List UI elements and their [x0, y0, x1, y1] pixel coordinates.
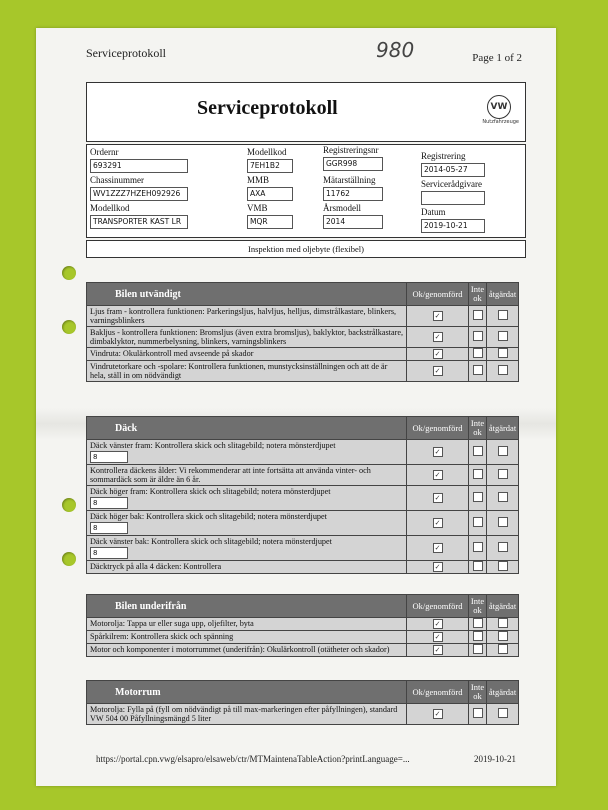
checklist-row [87, 465, 519, 486]
not-ok-checkbox[interactable] [473, 469, 483, 479]
fixed-checkbox[interactable] [498, 365, 508, 375]
col-atgardat-header: åtgärdat [487, 595, 519, 618]
section-title: Motorrum [87, 681, 407, 704]
mmb-value: AXA [247, 187, 293, 201]
checklist-item [87, 361, 407, 382]
arsmodell-label: Årsmodell [323, 203, 361, 213]
fixed-cell [487, 704, 519, 725]
checklist-row [87, 644, 519, 657]
not-ok-checkbox[interactable] [473, 331, 483, 341]
ok-cell [407, 644, 469, 657]
ok-checkbox[interactable]: ✓ [433, 619, 443, 629]
col-ok-header: Ok/genomförd [407, 283, 469, 306]
fixed-cell [487, 440, 519, 465]
checklist-item [87, 348, 407, 361]
checklist-item [87, 440, 407, 465]
tread-depth-field[interactable]: 8 [90, 451, 128, 463]
not-ok-checkbox[interactable] [473, 542, 483, 552]
ok-checkbox[interactable]: ✓ [433, 518, 443, 528]
ordernr-value: 693291 [90, 159, 188, 173]
tread-depth-field[interactable]: 8 [90, 497, 128, 509]
checklist-row [87, 486, 519, 511]
not-ok-cell [469, 361, 487, 382]
not-ok-checkbox[interactable] [473, 708, 483, 718]
col-inte-label: Inte [470, 418, 485, 428]
ok-checkbox[interactable]: ✓ [433, 632, 443, 642]
col-atgardat-header: åtgärdat [487, 283, 519, 306]
not-ok-cell [469, 644, 487, 657]
checklist-item-text: Däck höger fram: Kontrollera skick och slitagebild; notera mönsterdjupet [90, 487, 331, 496]
not-ok-checkbox[interactable] [473, 365, 483, 375]
not-ok-cell [469, 511, 487, 536]
ok-cell [407, 561, 469, 574]
doc-top-title: Serviceprotokoll [86, 46, 166, 60]
checklist-row [87, 440, 519, 465]
fixed-cell [487, 306, 519, 327]
fixed-checkbox[interactable] [498, 492, 508, 502]
not-ok-cell [469, 486, 487, 511]
punch-hole [62, 320, 76, 334]
checklist-item-text: Däck vänster fram: Kontrollera skick och slitagebild; notera mönsterdjupet [90, 441, 336, 450]
checklist-item-text: Ljus fram - kontrollera funktionen: Parkeringsljus, halvljus, helljus, dimstrålkastare, blinkers, varningsblinkers [90, 307, 397, 325]
col-inte-label: Inte [470, 596, 485, 606]
col-inte-ok-header [469, 681, 487, 704]
col-ok-label: ok [473, 691, 482, 701]
checklist-item-text: Däcktryck på alla 4 däcken: Kontrollera [90, 562, 222, 571]
ok-checkbox[interactable]: ✓ [433, 447, 443, 457]
modellkod-value: 7EH1B2 [247, 159, 293, 173]
chassi-label: Chassinummer [90, 175, 144, 185]
arsmodell-value: 2014 [323, 215, 383, 229]
col-ok-label: ok [473, 605, 482, 615]
col-ok-label: ok [473, 427, 482, 437]
not-ok-cell [469, 704, 487, 725]
mmb-label: MMB [247, 175, 270, 185]
vehicle-info-box [86, 144, 526, 238]
not-ok-cell [469, 561, 487, 574]
not-ok-cell [469, 465, 487, 486]
matar-label: Mätarställning [323, 175, 376, 185]
fixed-cell [487, 536, 519, 561]
checklist-item [87, 511, 407, 536]
vw-logo-icon: VW [487, 95, 511, 119]
checklist-item-text: Däck vänster bak: Kontrollera skick och slitagebild; notera mönsterdjupet [90, 537, 332, 546]
ok-cell [407, 327, 469, 348]
col-atgardat-header: åtgärdat [487, 417, 519, 440]
checklist-item [87, 644, 407, 657]
fixed-cell [487, 511, 519, 536]
radgivare-value [421, 191, 485, 205]
fixed-checkbox[interactable] [498, 542, 508, 552]
checklist-item [87, 618, 407, 631]
checklist-item [87, 561, 407, 574]
not-ok-cell [469, 631, 487, 644]
checklist-row [87, 348, 519, 361]
checklist-item-text: Bakljus - kontrollera funktionen: Bromsljus (även extra bromsljus), baklyktor, backstrålkastare, dimbaklyktor, nummerbelysning, blinkers, varningsblinkers [90, 328, 403, 346]
header-box [86, 82, 526, 142]
fixed-cell [487, 618, 519, 631]
modellkod2-value: TRANSPORTER KAST LR [90, 215, 188, 229]
ok-cell [407, 618, 469, 631]
fixed-checkbox[interactable] [498, 310, 508, 320]
matar-value: 11762 [323, 187, 383, 201]
ordernr-label: Ordernr [90, 147, 119, 157]
not-ok-cell [469, 327, 487, 348]
section-title: Bilen underifrån [87, 595, 407, 618]
fixed-cell [487, 348, 519, 361]
col-inte-ok-header [469, 283, 487, 306]
handwritten-note: 980 [376, 38, 415, 62]
section-table [86, 594, 519, 657]
fixed-cell [487, 465, 519, 486]
col-ok-header: Ok/genomförd [407, 681, 469, 704]
regnr-value: GGR998 [323, 157, 383, 171]
regnr-label: Registreringsnr [323, 145, 379, 155]
col-ok-header: Ok/genomförd [407, 595, 469, 618]
tread-depth-field[interactable]: 8 [90, 547, 128, 559]
checklist-item-text: Motor och komponenter i motorrummet (underifrån): Okulärkontroll (otätheter och skador) [90, 645, 390, 654]
checklist-item [87, 327, 407, 348]
section-table [86, 282, 519, 382]
datum-label: Datum [421, 207, 446, 217]
tread-depth-field[interactable]: 8 [90, 522, 128, 534]
col-ok-label: ok [473, 293, 482, 303]
ok-checkbox[interactable]: ✓ [433, 332, 443, 342]
checklist-row [87, 631, 519, 644]
vmb-value: MQR [247, 215, 293, 229]
ok-cell [407, 348, 469, 361]
logo-subtitle: Nutzfahrzeuge [482, 119, 519, 125]
not-ok-cell [469, 536, 487, 561]
radgivare-label: Servicerådgivare [421, 179, 482, 189]
section-table [86, 416, 519, 574]
ok-checkbox[interactable]: ✓ [433, 562, 443, 572]
checklist-item-text: Motorolja: Fylla på (fyll om nödvändigt på till max-markeringen efter påfyllningen), standard VW 504 00 Påfyllningsmängd 5 liter [90, 705, 398, 723]
section-title: Däck [87, 417, 407, 440]
footer-url: https://portal.cpn.vwg/elsapro/elsaweb/ctr/MTMaintenaTableAction?printLanguage=... [96, 754, 410, 764]
fixed-cell [487, 327, 519, 348]
fixed-checkbox[interactable] [498, 631, 508, 641]
col-inte-ok-header [469, 417, 487, 440]
not-ok-cell [469, 618, 487, 631]
checklist-row [87, 536, 519, 561]
fixed-cell [487, 361, 519, 382]
modellkod-label: Modellkod [247, 147, 287, 157]
fixed-checkbox[interactable] [498, 708, 508, 718]
registrering-value: 2014-05-27 [421, 163, 485, 177]
ok-cell [407, 440, 469, 465]
checklist-item-text: Däck höger bak: Kontrollera skick och slitagebild; notera mönsterdjupet [90, 512, 327, 521]
not-ok-checkbox[interactable] [473, 644, 483, 654]
checklist-item-text: Spårkilrem: Kontrollera skick och spänning [90, 632, 234, 641]
checklist-item [87, 486, 407, 511]
section-title: Bilen utvändigt [87, 283, 407, 306]
checklist-item [87, 465, 407, 486]
not-ok-checkbox[interactable] [473, 561, 483, 571]
fixed-checkbox[interactable] [498, 331, 508, 341]
punch-hole [62, 552, 76, 566]
ok-checkbox[interactable]: ✓ [433, 366, 443, 376]
ok-checkbox[interactable]: ✓ [433, 349, 443, 359]
chassi-value: WV1ZZZ7HZEH092926 [90, 187, 188, 201]
punch-hole [62, 498, 76, 512]
col-atgardat-header: åtgärdat [487, 681, 519, 704]
not-ok-cell [469, 348, 487, 361]
ok-cell [407, 511, 469, 536]
checklist-item [87, 631, 407, 644]
ok-checkbox[interactable]: ✓ [433, 709, 443, 719]
ok-cell [407, 536, 469, 561]
checklist-row [87, 561, 519, 574]
ok-cell [407, 306, 469, 327]
ok-cell [407, 465, 469, 486]
fixed-checkbox[interactable] [498, 517, 508, 527]
inspection-type: Inspektion med oljebyte (flexibel) [86, 240, 526, 258]
ok-cell [407, 631, 469, 644]
service-protocol-paper [36, 28, 556, 786]
checklist-item [87, 704, 407, 725]
checklist-row [87, 704, 519, 725]
fixed-cell [487, 561, 519, 574]
not-ok-cell [469, 440, 487, 465]
not-ok-cell [469, 306, 487, 327]
ok-checkbox[interactable]: ✓ [433, 645, 443, 655]
col-inte-ok-header [469, 595, 487, 618]
checklist-item-text: Vindrutetorkare och -spolare: Kontrollera funktionen, munstycksinställningen och att de är hela, ställ in om nödvändigt [90, 362, 388, 380]
not-ok-checkbox[interactable] [473, 618, 483, 628]
checklist-item-text: Motorolja: Tappa ur eller suga upp, oljefilter, byta [90, 619, 254, 628]
not-ok-checkbox[interactable] [473, 517, 483, 527]
fixed-checkbox[interactable] [498, 469, 508, 479]
main-title: Serviceprotokoll [197, 97, 338, 119]
fixed-checkbox[interactable] [498, 348, 508, 358]
ok-checkbox[interactable]: ✓ [433, 543, 443, 553]
ok-checkbox[interactable]: ✓ [433, 311, 443, 321]
fixed-checkbox[interactable] [498, 618, 508, 628]
fixed-cell [487, 631, 519, 644]
ok-cell [407, 486, 469, 511]
checklist-row [87, 618, 519, 631]
ok-checkbox[interactable]: ✓ [433, 493, 443, 503]
ok-cell [407, 361, 469, 382]
vmb-label: VMB [247, 203, 268, 213]
col-inte-label: Inte [470, 682, 485, 692]
checklist-row [87, 327, 519, 348]
not-ok-checkbox[interactable] [473, 348, 483, 358]
checklist-row [87, 511, 519, 536]
not-ok-checkbox[interactable] [473, 631, 483, 641]
checklist-item [87, 306, 407, 327]
ok-cell [407, 704, 469, 725]
checklist-row [87, 361, 519, 382]
modellkod2-label: Modellkod [90, 203, 130, 213]
page-number: Page 1 of 2 [472, 52, 522, 64]
fixed-cell [487, 644, 519, 657]
registrering-label: Registrering [421, 151, 466, 161]
fixed-checkbox[interactable] [498, 561, 508, 571]
checklist-item-text: Vindruta: Okulärkontroll med avseende på skador [90, 349, 254, 358]
checklist-row [87, 306, 519, 327]
col-inte-label: Inte [470, 284, 485, 294]
col-ok-header: Ok/genomförd [407, 417, 469, 440]
fixed-cell [487, 486, 519, 511]
ok-checkbox[interactable]: ✓ [433, 470, 443, 480]
punch-hole [62, 266, 76, 280]
section-table [86, 680, 519, 725]
checklist-item-text: Kontrollera däckens ålder: Vi rekommenderar att inte fortsätta att använda vinter- och sommardäck som är äldre än 6 år. [90, 466, 371, 484]
not-ok-checkbox[interactable] [473, 446, 483, 456]
footer-date: 2019-10-21 [474, 754, 516, 764]
datum-value: 2019-10-21 [421, 219, 485, 233]
fixed-checkbox[interactable] [498, 644, 508, 654]
fixed-checkbox[interactable] [498, 446, 508, 456]
not-ok-checkbox[interactable] [473, 310, 483, 320]
checklist-item [87, 536, 407, 561]
not-ok-checkbox[interactable] [473, 492, 483, 502]
